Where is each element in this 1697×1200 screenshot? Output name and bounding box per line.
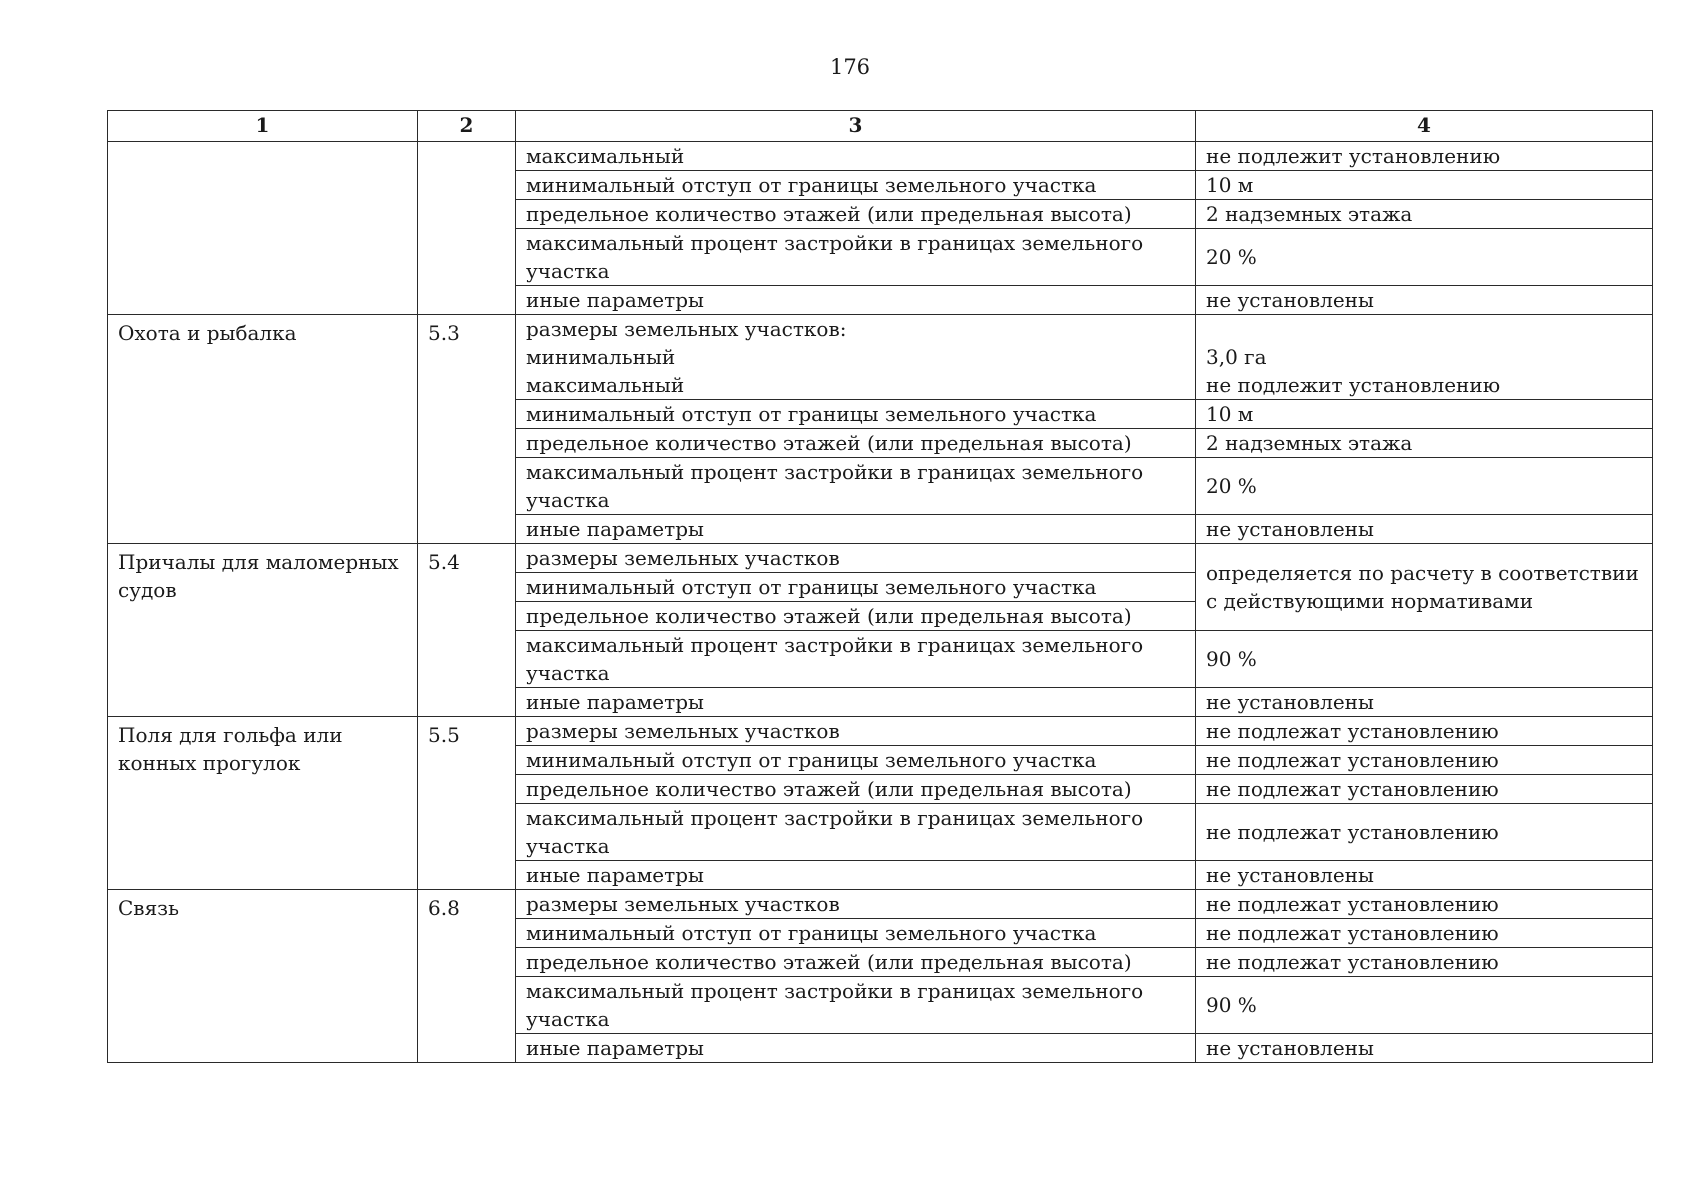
value-cell: не подлежат установлению (1196, 804, 1653, 861)
value-cell: не подлежат установлению (1196, 948, 1653, 977)
value-cell: не установлены (1196, 515, 1653, 544)
value-cell: не установлены (1196, 861, 1653, 890)
value-cell: не установлены (1196, 688, 1653, 717)
param-cell: максимальный процент застройки в границах земельного участка (516, 804, 1196, 861)
table-row (108, 544, 1653, 573)
value-cell (1196, 315, 1653, 400)
value-cell: не установлены (1196, 1034, 1653, 1063)
value-sub-text: не подлежит установлению (1206, 373, 1501, 397)
param-cell: иные параметры (516, 861, 1196, 890)
value-cell: не установлены (1196, 286, 1653, 315)
table-row (108, 890, 1653, 919)
use-type-cell: Связь (108, 890, 418, 1063)
param-cell: предельное количество этажей (или предельная высота) (516, 602, 1196, 631)
param-cell: минимальный отступ от границы земельного участка (516, 746, 1196, 775)
param-cell: предельное количество этажей (или предельная высота) (516, 200, 1196, 229)
value-cell: не подлежат установлению (1196, 746, 1653, 775)
param-cell: иные параметры (516, 515, 1196, 544)
value-cell: не подлежит установлению (1196, 142, 1653, 171)
param-cell: предельное количество этажей (или предельная высота) (516, 775, 1196, 804)
param-cell: максимальный процент застройки в границах земельного участка (516, 631, 1196, 688)
table-row (108, 142, 1653, 171)
merged-value-cell: определяется по расчету в соответствии с действующими нормативами (1196, 544, 1653, 631)
use-type-cell: Охота и рыбалка (108, 315, 418, 544)
value-cell: 2 надземных этажа (1196, 200, 1653, 229)
param-cell (516, 315, 1196, 400)
value-text (1206, 315, 1642, 343)
use-code-cell: 6.8 (418, 890, 516, 1063)
parameters-table (107, 110, 1653, 1063)
param-cell: максимальный процент застройки в границах земельного участка (516, 458, 1196, 515)
use-code-cell: 5.3 (418, 315, 516, 544)
column-header-4: 4 (1196, 111, 1653, 142)
value-cell: не подлежат установлению (1196, 717, 1653, 746)
value-cell: 90 % (1196, 977, 1653, 1034)
param-cell: размеры земельных участков (516, 717, 1196, 746)
use-code-cell: 5.4 (418, 544, 516, 717)
param-cell: иные параметры (516, 286, 1196, 315)
column-header-1: 1 (108, 111, 418, 142)
param-cell: максимальный процент застройки в границах земельного участка (516, 977, 1196, 1034)
param-cell: максимальный процент застройки в границах земельного участка (516, 229, 1196, 286)
value-cell: 20 % (1196, 229, 1653, 286)
use-type-cell: Причалы для маломерных судов (108, 544, 418, 717)
use-code-cell (418, 142, 516, 315)
param-cell: предельное количество этажей (или предельная высота) (516, 948, 1196, 977)
param-cell: иные параметры (516, 688, 1196, 717)
page-number: 176 (829, 55, 871, 79)
value-cell: не подлежат установлению (1196, 919, 1653, 948)
param-cell: размеры земельных участков (516, 890, 1196, 919)
param-cell: максимальный (516, 142, 1196, 171)
param-cell: минимальный отступ от границы земельного участка (516, 171, 1196, 200)
column-header-2: 2 (418, 111, 516, 142)
param-cell: минимальный отступ от границы земельного участка (516, 400, 1196, 429)
param-cell: минимальный отступ от границы земельного участка (516, 919, 1196, 948)
value-sub-text: 3,0 га (1206, 345, 1267, 369)
use-type-cell: Поля для гольфа или конных прогулок (108, 717, 418, 890)
value-cell: не подлежат установлению (1196, 890, 1653, 919)
param-sub-text: максимальный (526, 373, 685, 397)
value-cell: 90 % (1196, 631, 1653, 688)
param-cell: размеры земельных участков (516, 544, 1196, 573)
table-row (108, 717, 1653, 746)
table-header-row (108, 111, 1653, 142)
param-cell: иные параметры (516, 1034, 1196, 1063)
param-text: размеры земельных участков: (526, 317, 847, 341)
use-code-cell: 5.5 (418, 717, 516, 890)
column-header-3: 3 (516, 111, 1196, 142)
param-sub-text: минимальный (526, 345, 676, 369)
value-cell: не подлежат установлению (1196, 775, 1653, 804)
value-cell: 2 надземных этажа (1196, 429, 1653, 458)
value-cell: 10 м (1196, 400, 1653, 429)
value-cell: 10 м (1196, 171, 1653, 200)
table-row (108, 315, 1653, 400)
value-cell: 20 % (1196, 458, 1653, 515)
param-cell: предельное количество этажей (или предельная высота) (516, 429, 1196, 458)
use-type-cell (108, 142, 418, 315)
param-cell: минимальный отступ от границы земельного участка (516, 573, 1196, 602)
